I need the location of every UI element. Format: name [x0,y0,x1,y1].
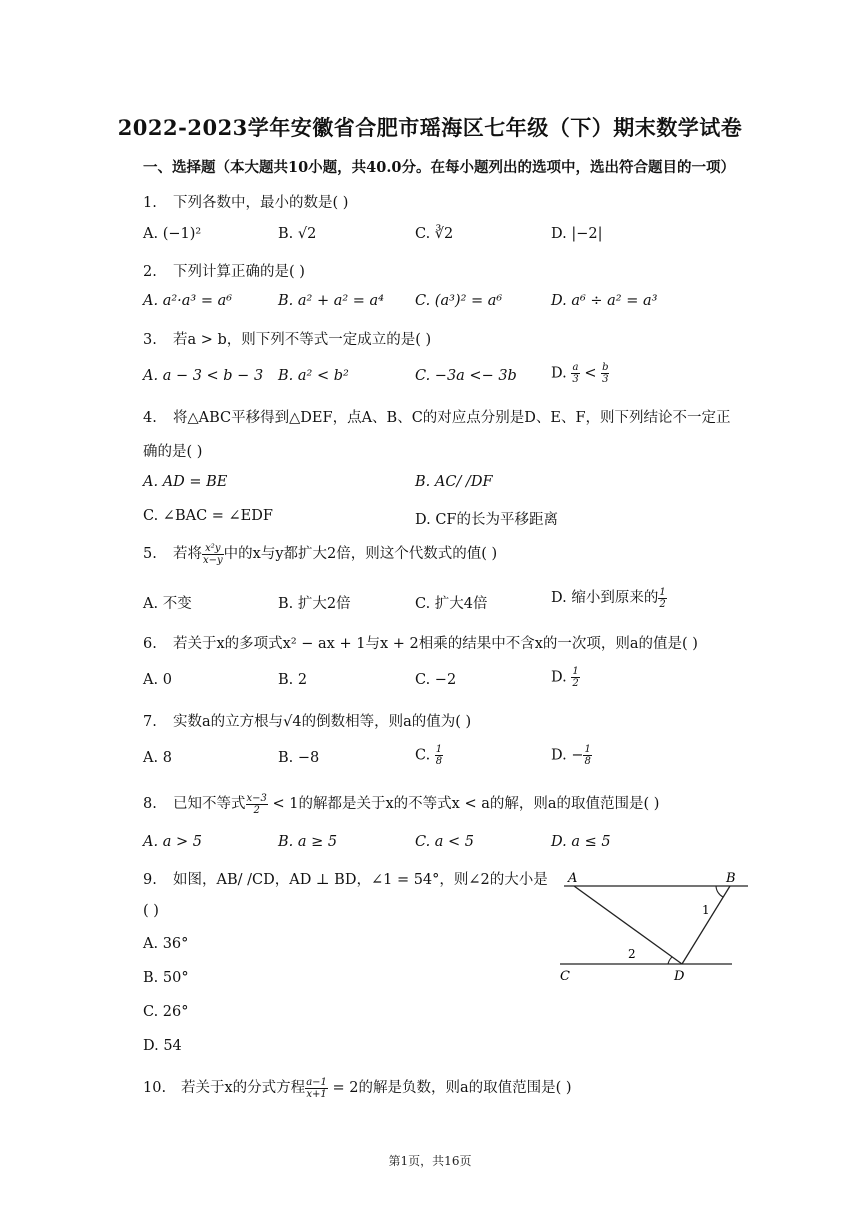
numerator: a [572,362,579,373]
denominator: 2 [659,598,666,610]
question-text: 下列各数中，最小的数是( ) [173,195,349,211]
option-c: C. ∛2 [415,226,454,242]
question-number: 2. [143,264,157,280]
option-a: A. 0 [143,672,172,688]
label-angle-2: 2 [628,947,636,961]
question-4 [143,406,731,427]
fraction [601,362,609,385]
numerator: 1 [659,586,666,598]
option-b: B. 50° [143,970,189,986]
option-b: B. 2 [278,672,308,688]
option-b: B. 扩大2倍 [278,596,351,612]
numerator: x²y [202,543,224,555]
fraction [571,666,579,689]
label-c: C [560,969,570,984]
question-text: 如图，AB/ /CD，AD ⊥ BD，∠1 = 54°，则∠2的大小是 [173,872,548,888]
option-b: B. a ≥ 5 [278,834,338,850]
question-number: 5. [143,546,157,562]
numerator: x−3 [246,792,267,804]
angle-1-arc [716,886,723,897]
option-a: A. 不变 [143,596,192,612]
option-c: C. −3a <− 3b [415,368,517,384]
option-b: B. a² < b² [278,368,349,384]
denominator: 2 [572,678,579,689]
option-c: C. 扩大4倍 [415,596,488,612]
question-text-post: < 1的解都是关于x的不等式x < a的解，则a的取值范围是( ) [267,796,660,812]
option-label: C. [415,747,431,764]
denominator: 3 [572,374,579,385]
fraction [246,793,268,816]
fraction [658,587,666,610]
question-text-pre: 若关于x的分式方程 [181,1080,306,1096]
question-text-post: 中的x与y都扩大2倍，则这个代数式的值( ) [223,546,498,562]
label-b: B [726,871,736,886]
numerator: a−1 [306,1076,327,1088]
option-a: A. a − 3 < b − 3 [143,368,264,384]
question-6 [143,632,698,653]
numerator: 1 [435,744,443,755]
option-label: D. − [551,747,584,764]
option-c: C. (a³)² = a⁶ [415,293,503,309]
option-a: A. AD = BE [143,474,228,490]
option-c: C. ∠BAC = ∠EDF [143,508,273,524]
page-title: 2022-2023学年安徽省合肥市瑶海区七年级（下）期末数学试卷 [117,115,743,140]
denominator: x−y [203,554,223,566]
label-angle-1: 1 [702,903,710,917]
question-text: 下列计算正确的是( ) [173,264,305,280]
question-text-pre: 若将 [173,546,202,562]
page-footer: 第1页，共16页 [388,1154,472,1168]
question-10 [143,1076,572,1100]
option-b: B. √2 [278,226,317,242]
question-5 [143,542,497,566]
option-a: A. a²·a³ = a⁶ [143,293,233,309]
fraction [435,744,443,767]
option-c: C. −2 [415,672,457,688]
option-a: A. (−1)² [143,226,202,242]
question-9 [143,868,548,889]
question-number: 10. [143,1080,167,1096]
option-label: D. 缩小到原来的 [551,590,659,606]
option-b: B. −8 [278,750,320,766]
question-number: 6. [143,636,157,652]
question-7 [143,710,471,731]
option-d: D. CF的长为平移距离 [415,512,558,528]
line-bd [682,886,730,964]
question-9-continued: ( ) [143,903,159,919]
option-d: D. a⁶ ÷ a² = a³ [551,293,658,309]
denominator: 2 [253,804,260,816]
option-d: D. $\frac{a}{3}$ < $\frac{b}{3}$ [551,362,609,385]
option-label: D. [551,669,567,686]
question-2 [143,260,305,281]
question-number: 4. [143,410,157,426]
fraction [583,744,591,767]
option-d [551,744,592,767]
option-a: A. 36° [143,936,189,952]
option-c: C. a < 5 [415,834,475,850]
option-d [551,586,667,610]
option-d [551,666,580,689]
question-text: 实数a的立方根与√4的倒数相等，则a的值为( ) [173,714,472,730]
question-1 [143,191,348,212]
option-d: D. |−2| [551,226,603,242]
question-number: 7. [143,714,157,730]
question-3 [143,328,431,349]
option-d: D. a ≤ 5 [551,834,611,850]
denominator: 3 [602,374,609,385]
denominator: 8 [435,756,443,767]
angle-2-arc [668,957,672,964]
question-number: 1. [143,195,157,211]
denominator: 8 [584,756,591,767]
denominator: x+1 [306,1088,327,1100]
question-8 [143,792,659,816]
question-number: 3. [143,332,157,348]
fraction [571,362,579,385]
numerator: 1 [584,744,591,755]
numerator: b [602,362,609,373]
numerator: 1 [572,666,579,677]
option-b: B. a² + a² = a⁴ [278,293,384,309]
question-text: 若关于x的多项式x² − ax + 1与x + 2相乘的结果中不含x的一次项，则a的值是( ) [173,636,698,652]
question-text-pre: 已知不等式 [173,796,246,812]
question-4-continued: 确的是( ) [143,444,203,460]
geometry-figure [556,866,756,986]
question-text: 将△ABC平移得到△DEF，点A、B、C的对应点分别是D、E、F，则下列结论不一定正 [173,410,731,426]
fraction [202,543,224,566]
option-label: D. [551,365,567,382]
option-a: A. a > 5 [143,834,202,850]
option-b: B. AC/ /DF [415,474,493,490]
question-number: 9. [143,872,157,888]
fraction [305,1077,328,1100]
option-a: A. 8 [143,750,172,766]
question-text-post: = 2的解是负数，则a的取值范围是( ) [327,1080,572,1096]
label-d: D [674,969,685,984]
question-number: 8. [143,796,157,812]
option-d: D. 54 [143,1038,182,1054]
option-c: C. 26° [143,1004,189,1020]
option-c [415,744,443,767]
section-heading: 一、选择题（本大题共10小题，共40.0分。在每小题列出的选项中，选出符合题目的一项） [143,159,735,176]
question-text: 若a > b，则下列不等式一定成立的是( ) [173,332,432,348]
label-a: A [568,871,578,886]
